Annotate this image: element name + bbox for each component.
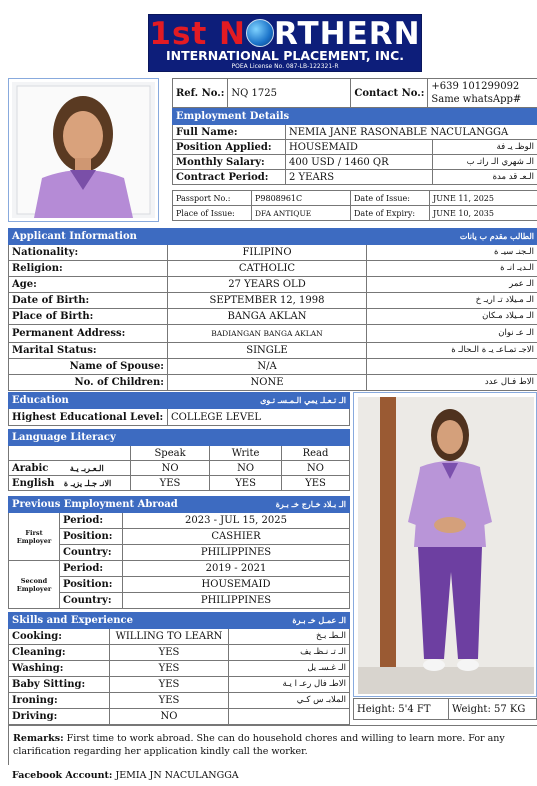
second-employer-label: Second Employer [9,561,60,609]
washing-label: Washing: [9,661,110,677]
address-label: Permanent Address: [9,325,168,343]
skills-header: Skills and Experience الـ عمـل خـ بـرة [9,613,350,629]
applicant-table [8,228,537,391]
cleaning-value: YES [110,645,229,661]
dob-arabic: الـ مـيلاد تـ اريـ خ [367,293,537,309]
washing-value: YES [110,661,229,677]
age-value: 27 YEARS OLD [168,277,367,293]
facebook-label: Facebook Account: [12,770,113,781]
first-employer-label: First Employer [9,513,60,561]
salary-value: 400 USD / 1460 QR [286,155,433,170]
first-period-label: Period: [60,513,123,529]
salary-arabic: الـ شهري الـ راتـ ب [433,155,537,170]
education-table [8,392,350,426]
pob-value: BANGA AKLAN [168,309,367,325]
full-body-photo [353,392,537,697]
contract-label: Contract Period: [173,170,286,185]
globe-icon [246,19,274,47]
ref-label: Ref. No.: [173,79,228,108]
col-write: Write [210,446,282,461]
english-speak: YES [131,476,210,491]
english-write: YES [210,476,282,491]
position-arabic: الوظـ يـ فة [433,140,537,155]
employment-header: Employment Details [173,109,537,125]
issue-place-value: DFA ANTIQUE [252,206,351,221]
second-country-value: PHILIPPINES [123,593,350,609]
portrait-image [12,82,155,218]
spouse-arabic [367,359,537,375]
passport-table [172,190,537,221]
religion-label: Religion: [9,261,168,277]
cleaning-label: Cleaning: [9,645,110,661]
contact-value: +639 101299092 Same whatsApp# [428,79,537,108]
logo-license: POEA License No. 087-LB-122321-R [231,63,339,70]
position-value: HOUSEMAID [286,140,433,155]
second-period-label: Period: [60,561,123,577]
spouse-label: Name of Spouse: [9,359,168,375]
contract-arabic: الـعـ قد مدة [433,170,537,185]
marital-arabic: الاجـ تمـاعـ يـ ة الـحالـ ة [367,343,537,359]
babysitting-arabic: الاطـ فال رعـ ا يـة [229,677,350,693]
cooking-arabic: الـطـ بـخ [229,629,350,645]
first-position-label: Position: [60,529,123,545]
language-table [8,429,350,491]
remarks-label: Remarks: [13,733,64,744]
measurements-table [353,698,537,720]
height-value: Height: 5'4 FT [354,699,449,720]
ironing-label: Ironing: [9,693,110,709]
position-label: Position Applied: [173,140,286,155]
dob-label: Date of Birth: [9,293,168,309]
dob-value: SEPTEMBER 12, 1998 [168,293,367,309]
age-arabic: الـ عمر [367,277,537,293]
previous-header: Previous Employment Abroad الـ بـلاد خـارج خـ بـرة [9,497,350,513]
full-name-value: NEMIA JANE RASONABLE NACULANGGA [286,125,537,140]
pob-arabic: الـ مـيلاد مـكان [367,309,537,325]
ref-value: NQ 1725 [228,79,351,108]
issue-date-label: Date of Issue: [351,191,430,206]
education-level-label: Highest Educational Level: [9,409,168,426]
arabic-row-label: Arabic الـعـربـ يـة [9,461,131,476]
cleaning-arabic: الـ تـ نـظـ يف [229,645,350,661]
pob-label: Place of Birth: [9,309,168,325]
religion-value: CATHOLIC [168,261,367,277]
age-label: Age: [9,277,168,293]
full-name-label: Full Name: [173,125,286,140]
english-row-label: English الانـ جـلـ يزيـ ة [9,476,131,491]
language-corner [9,446,131,461]
logo-wordmark: 1st N RTHERN [149,16,421,52]
logo-subtitle: INTERNATIONAL PLACEMENT, INC. [165,48,405,63]
arabic-speak: NO [131,461,210,476]
driving-label: Driving: [9,709,110,725]
first-position-value: CASHIER [123,529,350,545]
second-period-value: 2019 - 2021 [123,561,350,577]
babysitting-value: YES [110,677,229,693]
expiry-label: Date of Expiry: [351,206,430,221]
children-value: NONE [168,375,367,391]
children-arabic: الاط فـال عدد [367,375,537,391]
cooking-value: WILLING TO LEARN [110,629,229,645]
religion-arabic: الـديـ انـ ة [367,261,537,277]
salary-label: Monthly Salary: [173,155,286,170]
education-header: Education الـ تـعـلـ يمي الـمـسـ تـوى [9,393,350,409]
portrait-photo [8,78,159,222]
washing-arabic: الـ غـسـ يل [229,661,350,677]
first-period-value: 2023 - JUL 15, 2025 [123,513,350,529]
contract-value: 2 YEARS [286,170,433,185]
driving-arabic [229,709,350,725]
education-level-value: COLLEGE LEVEL [168,409,350,426]
passport-value: P9808961C [252,191,351,206]
address-arabic: الـ عـ نوان [367,325,537,343]
skills-table [8,612,350,725]
nationality-label: Nationality: [9,245,168,261]
issue-date-value: JUNE 11, 2025 [430,191,537,206]
marital-label: Marital Status: [9,343,168,359]
passport-label: Passport No.: [173,191,252,206]
babysitting-label: Baby Sitting: [9,677,110,693]
ironing-value: YES [110,693,229,709]
weight-value: Weight: 57 KG [449,699,537,720]
expiry-value: JUNE 10, 2035 [430,206,537,221]
address-value: BADIANGAN BANGA AKLAN [168,325,367,343]
remarks-text: First time to work abroad. She can do household chores and willing to learn more. For any clarification regarding her application kindly call the worker. [13,733,505,757]
first-country-value: PHILIPPINES [123,545,350,561]
driving-value: NO [110,709,229,725]
facebook-section [12,770,239,781]
remarks-section [8,725,537,765]
cooking-label: Cooking: [9,629,110,645]
english-read: YES [282,476,350,491]
employment-table [172,108,537,185]
language-header: Language Literacy [9,430,350,446]
second-position-value: HOUSEMAID [123,577,350,593]
nationality-arabic: الـجنـ سيـ ة [367,245,537,261]
second-country-label: Country: [60,593,123,609]
second-position-label: Position: [60,577,123,593]
company-logo [148,14,422,72]
issue-place-label: Place of Issue: [173,206,252,221]
first-country-label: Country: [60,545,123,561]
reference-table [172,78,537,108]
marital-value: SINGLE [168,343,367,359]
applicant-header: Applicant Information الطالب مقدم ب يانات [9,229,537,245]
arabic-read: NO [282,461,350,476]
col-read: Read [282,446,350,461]
nationality-value: FILIPINO [168,245,367,261]
previous-employment-table [8,496,350,609]
facebook-value: JEMIA JN NACULANGGA [115,770,239,781]
col-speak: Speak [131,446,210,461]
contact-label: Contact No.: [351,79,428,108]
arabic-write: NO [210,461,282,476]
children-label: No. of Children: [9,375,168,391]
full-body-image [358,397,534,694]
spouse-value: N/A [168,359,367,375]
ironing-arabic: الملابـ س كـي [229,693,350,709]
